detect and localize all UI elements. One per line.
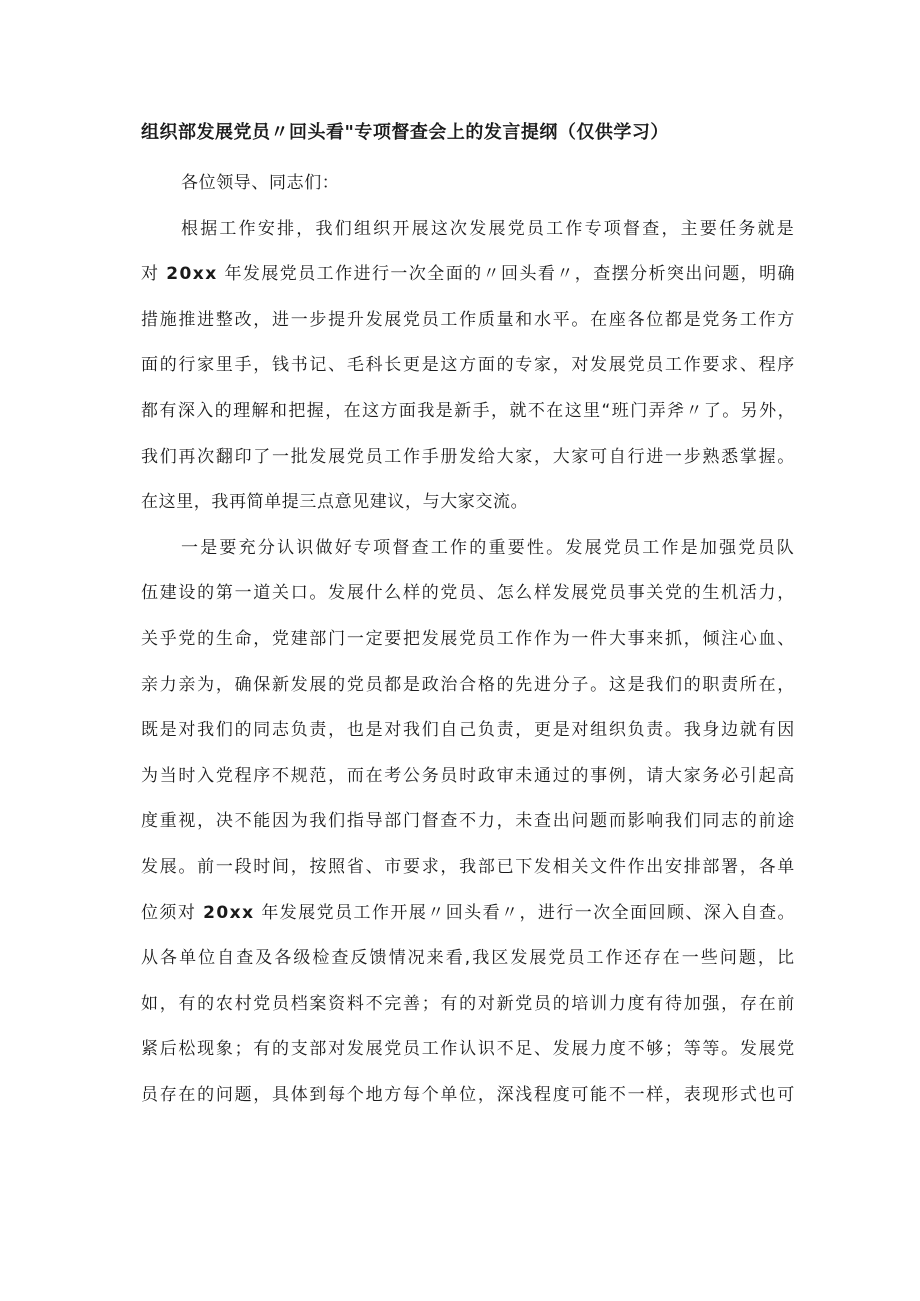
body-line: [141, 901, 796, 925]
body-line: [141, 353, 796, 377]
line-text: 既是对我们的同志负责，也是对我们自己负责，更是对组织负责。我身边就有因: [141, 720, 796, 741]
line-text: 关乎党的生命，党建部门一定要把发展党员工作作为一件大事来抓，倾注心血、: [141, 629, 796, 649]
line-prefix: 对: [141, 264, 167, 285]
line-text: 措施推进整改，进一步提升发展党员工作质量和水平。在座各位都是党务工作方: [141, 309, 796, 330]
body-line: [141, 627, 796, 651]
line-text: 年发展党员工作进行一次全面的〃回头看〃，查摆分析突出问题，明确: [217, 264, 796, 285]
body-line: [141, 490, 528, 514]
body-line: [141, 673, 796, 697]
line-text: 我们再次翻印了一批发展党员工作手册发给大家，大家可自行进一步熟悉掌握。: [141, 446, 796, 467]
line-text: 伍建设的第一道关口。发展什么样的党员、怎么样发展党员事关党的生机活力，: [141, 583, 796, 604]
line-text: 度重视，决不能因为我们指导部门督查不力，未查出问题而影响我们同志的前途: [141, 811, 796, 832]
body-line: [141, 581, 796, 605]
year-number: 20xx: [166, 264, 218, 285]
line-prefix: 位须对: [141, 902, 204, 923]
body-line: [141, 262, 796, 286]
body-line: [141, 946, 796, 970]
body-line: [141, 764, 796, 788]
line-text: 发展。前一段时间，按照省、市要求，我部已下发相关文件作出安排部署，各单: [141, 857, 796, 877]
line-text: 为当时入党程序不规范，而在考公务员时政审未通过的事例，请大家务必引起高: [141, 765, 796, 786]
body-line: [141, 855, 796, 879]
body-line: [141, 1037, 796, 1061]
line-text: 亲力亲为，确保新发展的党员都是政治合格的先进分子。这是我们的职责所在，: [141, 674, 796, 695]
line-text: 面的行家里手，钱书记、毛科长更是这方面的专家，对发展党员工作要求、程序: [141, 355, 796, 376]
line-text: 从各单位自查及各级检查反馈情况来看,我区发展党员工作还存在一些问题，比: [141, 948, 796, 969]
line-text: 都有深入的理解和把握，在这方面我是新手，就不在这里“班门弄斧〃了。另外，: [141, 401, 796, 421]
line-text: 在这里，我再简单提三点意见建议，与大家交流。: [141, 492, 529, 513]
year-number: 20xx: [203, 902, 255, 923]
line-text: 年发展党员工作开展〃回头看〃，进行一次全面回顾、深入自查。: [254, 902, 796, 923]
line-text: 员存在的问题，具体到每个地方每个单位，深浅程度可能不一样，表现形式也可: [141, 1085, 796, 1105]
body-line: [141, 399, 796, 423]
line-text: 各位领导、同志们：: [181, 173, 340, 193]
document-title: 组织部发展党员〃回头看"专项督查会上的发言提纲（仅供学习）: [141, 122, 669, 143]
line-text: 根据工作安排，我们组织开展这次发展党员工作专项督查，主要任务就是: [181, 218, 796, 239]
body-line: [181, 536, 796, 560]
body-line: [141, 718, 796, 742]
body-line: [141, 1083, 796, 1107]
body-line: [141, 992, 796, 1016]
line-text: 一是要充分认识做好专项督查工作的重要性。发展党员工作是加强党员队: [181, 537, 796, 558]
body-line: [141, 445, 796, 469]
line-text: 如，有的农村党员档案资料不完善；有的对新党员的培训力度有待加强，存在前: [141, 993, 796, 1014]
body-line: [181, 217, 796, 241]
body-line: [141, 809, 796, 833]
line-text: 紧后松现象；有的支部对发展党员工作认识不足、发展力度不够；等等。发展党: [141, 1039, 796, 1060]
body-line: [141, 308, 796, 332]
body-line: [181, 171, 339, 195]
